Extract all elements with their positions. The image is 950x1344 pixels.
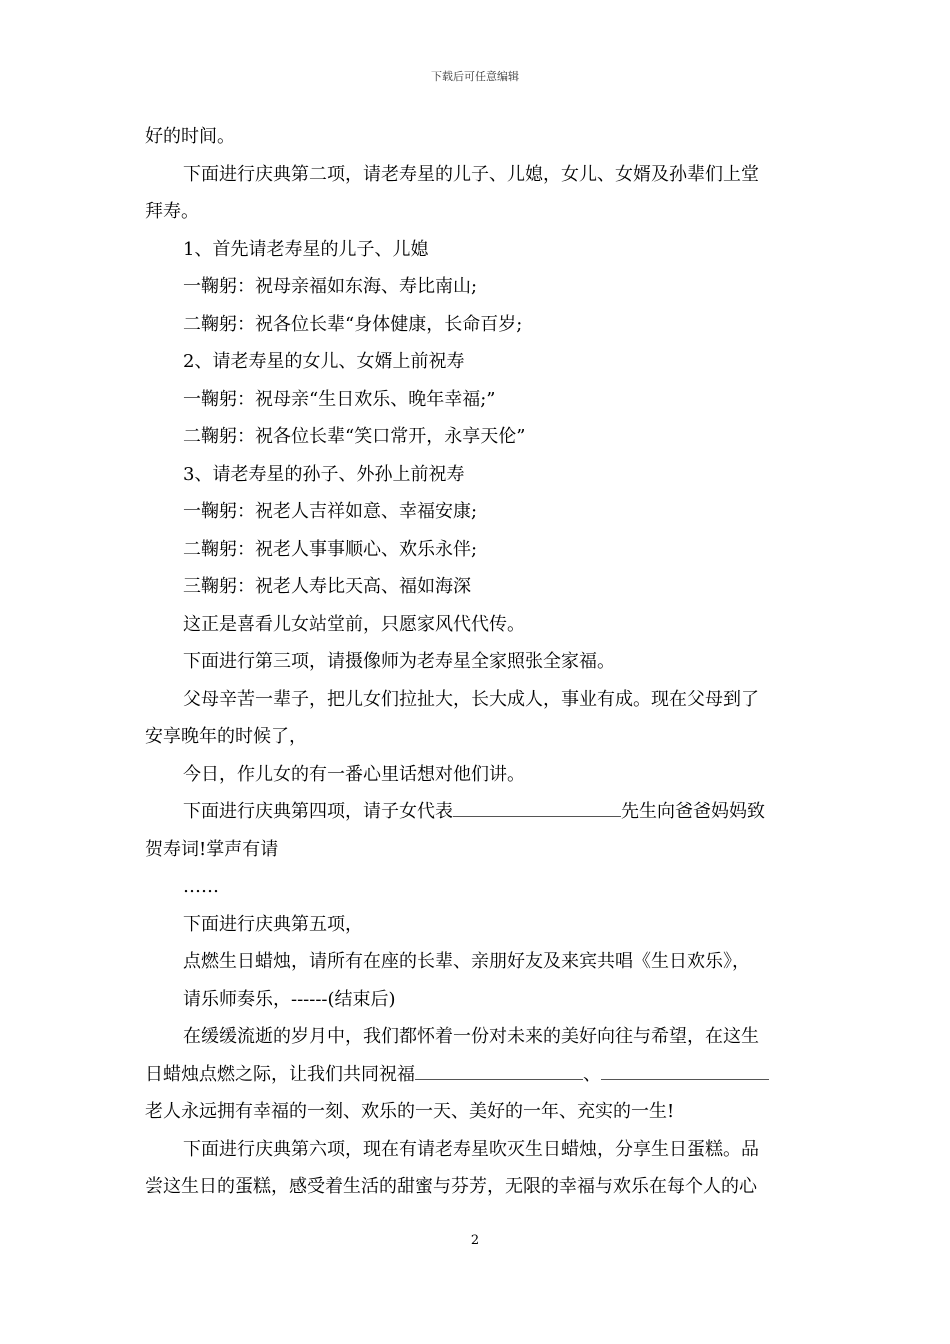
paragraph-line: 今日，作儿女的有一番心里话想对他们讲。 <box>183 763 525 785</box>
list-item: 一鞠躬：祝母亲“生日欢乐、晚年幸福;” <box>183 388 496 410</box>
line-text: 日蜡烛点燃之际，让我们共同祝福 <box>145 1063 415 1085</box>
list-item: 二鞠躬：祝老人事事顺心、欢乐永伴; <box>183 538 478 560</box>
list-item: 二鞠躬：祝各位长辈“笑口常开，永享天伦” <box>183 426 526 447</box>
paragraph-line: 下面进行庆典第五项， <box>183 913 363 935</box>
paragraph-line: 点燃生日蜡烛，请所有在座的长辈、亲朋好友及来宾共唱《生日欢乐》， <box>183 951 750 972</box>
paragraph-line: 这正是喜看儿女站堂前，只愿家风代代传。 <box>183 613 525 635</box>
document-body <box>145 118 813 1206</box>
ellipsis: …… <box>183 876 219 897</box>
paragraph-line: 下面进行庆典第二项，请老寿星的儿子、儿媳，女儿、女婿及孙辈们上堂 <box>183 163 759 185</box>
paragraph-line: 老人永远拥有幸福的一刻、欢乐的一天、美好的一年、充实的一生! <box>145 1101 675 1122</box>
list-item: 一鞠躬：祝母亲福如东海、寿比南山; <box>183 276 478 297</box>
paragraph-line <box>145 793 813 831</box>
paragraph-line <box>145 1056 813 1094</box>
paragraph-line: 请乐师奏乐，------(结束后) <box>183 988 396 1010</box>
paragraph-line: 父母辛苦一辈子，把儿女们拉扯大，长大成人，事业有成。现在父母到了 <box>183 688 759 710</box>
paragraph-line: 安享晚年的时候了， <box>145 726 307 747</box>
paragraph-line: 贺寿词!掌声有请 <box>145 838 279 860</box>
list-item: 一鞠躬：祝老人吉祥如意、幸福安康; <box>183 501 478 522</box>
paragraph-line: 尝这生日的蛋糕，感受着生活的甜蜜与芬芳，无限的幸福与欢乐在每个人的心 <box>145 1176 757 1197</box>
list-item: 3、请老寿星的孙子、外孙上前祝寿 <box>183 463 465 485</box>
list-item: 二鞠躬：祝各位长辈“身体健康，长命百岁; <box>183 313 523 335</box>
line-text: 下面进行庆典第四项，请子女代表 <box>183 801 453 822</box>
paragraph-line: 在缓缓流逝的岁月中，我们都怀着一份对未来的美好向往与希望，在这生 <box>183 1026 759 1047</box>
line-text: 、 <box>583 1063 601 1085</box>
paragraph-line: 下面进行庆典第六项，现在有请老寿星吹灭生日蜡烛，分享生日蛋糕。品 <box>183 1138 759 1160</box>
list-item: 1、首先请老寿星的儿子、儿媳 <box>183 238 429 260</box>
blank-underline <box>415 1063 583 1080</box>
blank-underline <box>601 1063 769 1080</box>
list-item: 三鞠躬：祝老人寿比天高、福如海深 <box>183 576 471 597</box>
line-text: 先生向爸爸妈妈致 <box>621 801 765 822</box>
paragraph-line: 好的时间。 <box>145 126 235 147</box>
page-header: 下载后可任意编辑 <box>431 70 519 83</box>
page-number: 2 <box>470 1233 480 1248</box>
blank-underline <box>453 800 621 817</box>
list-item: 2、请老寿星的女儿、女婿上前祝寿 <box>183 351 465 372</box>
paragraph-line: 拜寿。 <box>145 201 199 222</box>
paragraph-line: 下面进行第三项，请摄像师为老寿星全家照张全家福。 <box>183 651 615 672</box>
